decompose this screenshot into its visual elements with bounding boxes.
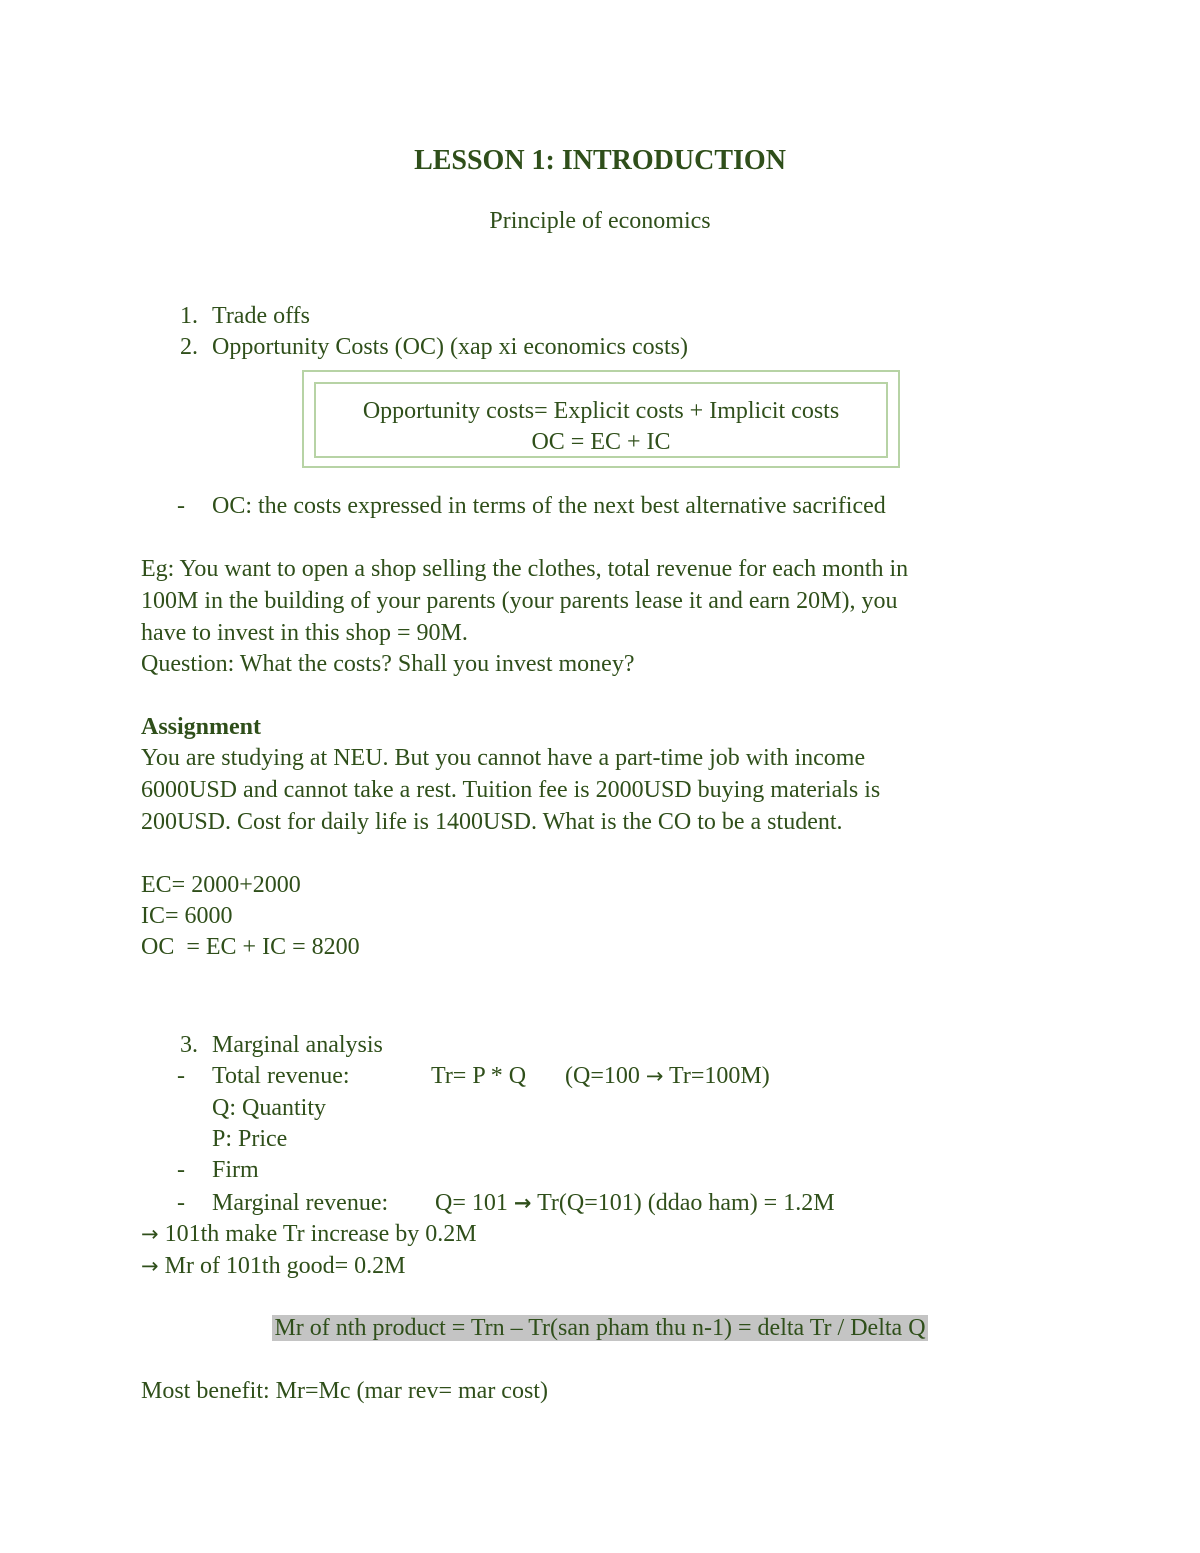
tr-example-part-a: (Q=100 xyxy=(565,1063,640,1089)
assignment-line-3: 200USD. Cost for daily life is 1400USD. What is the CO to be a student. xyxy=(141,809,843,835)
result-line-1 xyxy=(141,1219,477,1250)
most-benefit: Most benefit: Mr=Mc (mar rev= mar cost) xyxy=(141,1378,548,1404)
list-item-opportunity-costs: Opportunity Costs (OC) (xap xi economics costs) xyxy=(212,334,688,360)
arrow-icon: → xyxy=(141,1222,159,1246)
arrow-icon: → xyxy=(141,1254,159,1278)
arrow-icon: → xyxy=(645,1064,664,1088)
tr-example-part-b: Tr=100M) xyxy=(669,1063,770,1089)
quantity-definition: Q: Quantity xyxy=(212,1095,326,1121)
oc-definition: OC: the costs expressed in terms of the next best alternative sacrificed xyxy=(212,493,886,519)
firm-item: Firm xyxy=(212,1157,259,1183)
bullet-dash: - xyxy=(177,1190,185,1216)
marginal-revenue-label: Marginal revenue: xyxy=(212,1190,389,1216)
bullet-dash: - xyxy=(177,1063,185,1089)
marginal-analysis-heading: Marginal analysis xyxy=(212,1032,383,1058)
highlight-formula-row xyxy=(0,1313,1200,1344)
assignment-heading: Assignment xyxy=(141,714,262,740)
bullet-dash: - xyxy=(177,493,185,519)
formula-line-1: Opportunity costs= Explicit costs + Implicit costs xyxy=(362,398,840,424)
total-revenue-formula: Tr= P * Q xyxy=(431,1063,527,1089)
highlight-formula: Mr of nth product = Trn – Tr(san pham thu n-1) = delta Tr / Delta Q xyxy=(274,1315,926,1341)
price-definition: P: Price xyxy=(212,1126,288,1152)
list-number: 3. xyxy=(180,1032,198,1058)
result-text-2: Mr of 101th good= 0.2M xyxy=(164,1253,406,1279)
page-title: LESSON 1: INTRODUCTION xyxy=(414,145,786,176)
list-number: 2. xyxy=(180,334,198,360)
result-line-2 xyxy=(141,1251,405,1282)
example-line-2: 100M in the building of your parents (your parents lease it and earn 20M), you xyxy=(141,588,898,614)
page-subtitle: Principle of economics xyxy=(489,208,711,234)
assignment-line-1: You are studying at NEU. But you cannot have a part-time job with income xyxy=(141,745,866,771)
arrow-icon: → xyxy=(513,1191,532,1215)
bullet-dash: - xyxy=(177,1157,185,1183)
calc-oc: OC = EC + IC = 8200 xyxy=(141,934,360,960)
example-question: Question: What the costs? Shall you invest money? xyxy=(141,651,635,677)
mr-part-a: Q= 101 xyxy=(435,1190,508,1216)
mr-part-b: Tr(Q=101) (ddao ham) = 1.2M xyxy=(537,1190,835,1216)
list-number: 1. xyxy=(180,303,198,329)
marginal-revenue-example xyxy=(435,1188,835,1219)
assignment-line-2: 6000USD and cannot take a rest. Tuition fee is 2000USD buying materials is xyxy=(141,777,881,803)
example-line-1: Eg: You want to open a shop selling the clothes, total revenue for each month in xyxy=(141,556,909,582)
total-revenue-example xyxy=(565,1061,770,1092)
calc-ic: IC= 6000 xyxy=(141,903,233,929)
calc-ec: EC= 2000+2000 xyxy=(141,872,301,898)
total-revenue-label: Total revenue: xyxy=(212,1063,350,1089)
list-item-trade-offs: Trade offs xyxy=(212,303,311,329)
result-text-1: 101th make Tr increase by 0.2M xyxy=(164,1221,477,1247)
formula-box xyxy=(314,382,888,458)
formula-line-2: OC = EC + IC xyxy=(531,429,671,455)
example-line-3: have to invest in this shop = 90M. xyxy=(141,620,468,646)
